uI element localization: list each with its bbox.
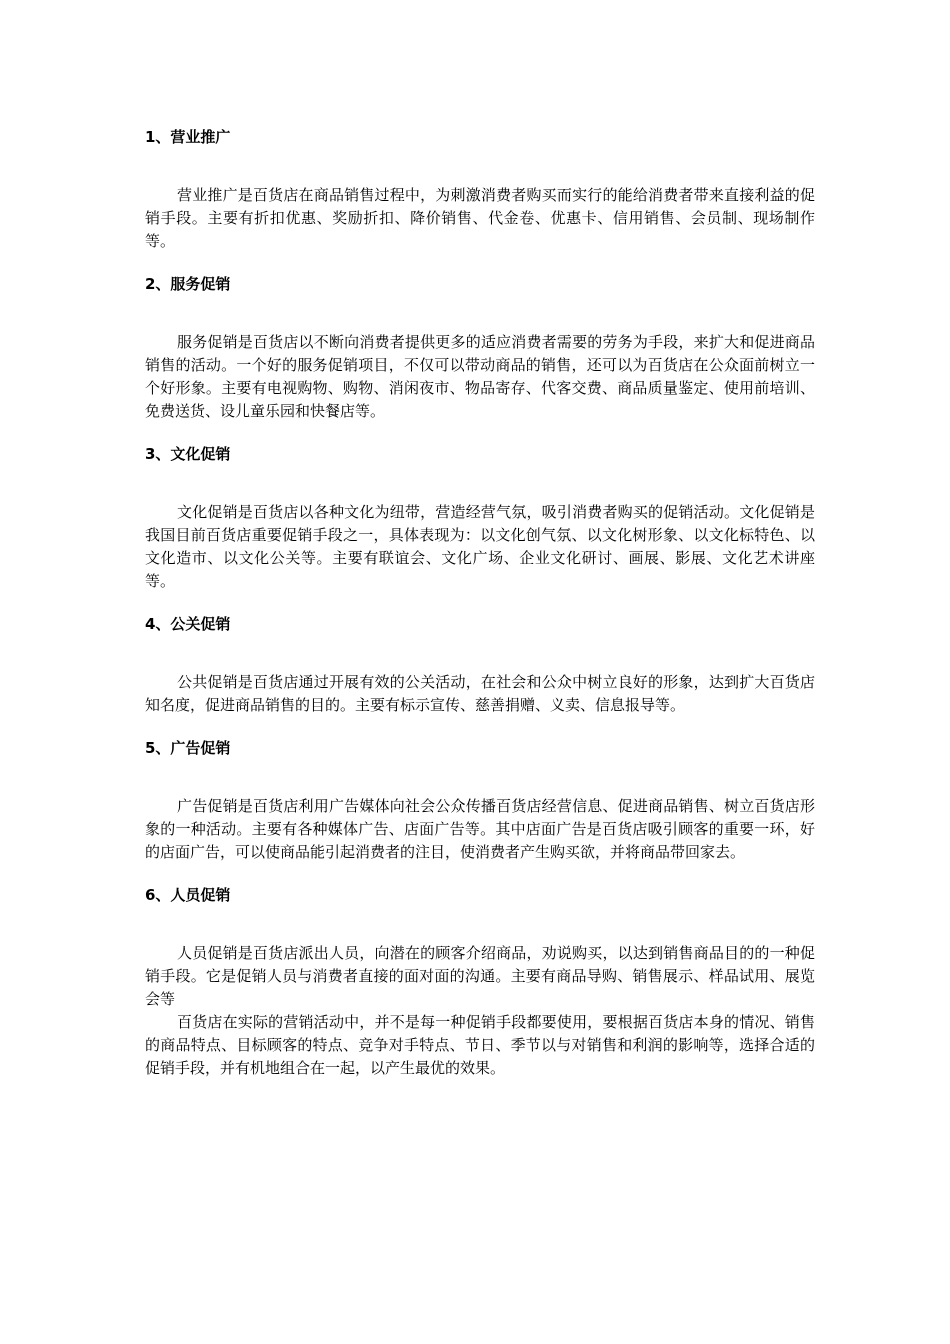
section-heading-3: 3、文化促销: [145, 445, 231, 463]
section-heading-4: 4、公关促销: [145, 615, 231, 633]
section-heading-5: 5、广告促销: [145, 739, 231, 757]
section-paragraph-6: 人员促销是百货店派出人员，向潜在的顾客介绍商品，劝说购买，以达到销售商品目的的一种促销手段。它是促销人员与消费者直接的面对面的沟通。主要有商品导购、销售展示、样品试用、展览会等: [145, 944, 815, 1008]
section-paragraph-3: 文化促销是百货店以各种文化为纽带，营造经营气氛，吸引消费者购买的促销活动。文化促销是我国目前百货店重要促销手段之一，具体表现为：以文化创气氛、以文化树形象、以文化标特色、以文化造市、以文化公关等。主要有联谊会、文化广场、企业文化研讨、画展、影展、文化艺术讲座等。: [145, 503, 815, 590]
section-paragraph-1: 营业推广是百货店在商品销售过程中，为刺激消费者购买而实行的能给消费者带来直接利益的促销手段。主要有折扣优惠、奖励折扣、降价销售、代金卷、优惠卡、信用销售、会员制、现场制作等。: [145, 186, 815, 250]
section-heading-6: 6、人员促销: [145, 886, 231, 904]
section-paragraph-2: 服务促销是百货店以不断向消费者提供更多的适应消费者需要的劳务为手段，来扩大和促进商品销售的活动。一个好的服务促销项目，不仅可以带动商品的销售，还可以为百货店在公众面前树立一个好形象。主要有电视购物、购物、消闲夜市、物品寄存、代客交费、商品质量鉴定、使用前培训、免费送货、设儿童乐园和快餐店等。: [145, 333, 815, 420]
closing-paragraph: 百货店在实际的营销活动中，并不是每一种促销手段都要使用，要根据百货店本身的情况、销售的商品特点、目标顾客的特点、竞争对手特点、节日、季节以与对销售和利润的影响等，选择合适的促销手段，并有机地组合在一起，以产生最优的效果。: [145, 1013, 815, 1077]
document-page: [145, 126, 815, 1080]
section-heading-1: 1、营业推广: [145, 128, 231, 146]
section-heading-2: 2、服务促销: [145, 275, 231, 293]
section-paragraph-5: 广告促销是百货店利用广告媒体向社会公众传播百货店经营信息、促进商品销售、树立百货店形象的一种活动。主要有各种媒体广告、店面广告等。其中店面广告是百货店吸引顾客的重要一环，好的店面广告，可以使商品能引起消费者的注目，使消费者产生购买欲，并将商品带回家去。: [145, 797, 815, 861]
section-paragraph-4: 公共促销是百货店通过开展有效的公关活动，在社会和公众中树立良好的形象，达到扩大百货店知名度，促进商品销售的目的。主要有标示宣传、慈善捐赠、义卖、信息报导等。: [145, 673, 815, 714]
